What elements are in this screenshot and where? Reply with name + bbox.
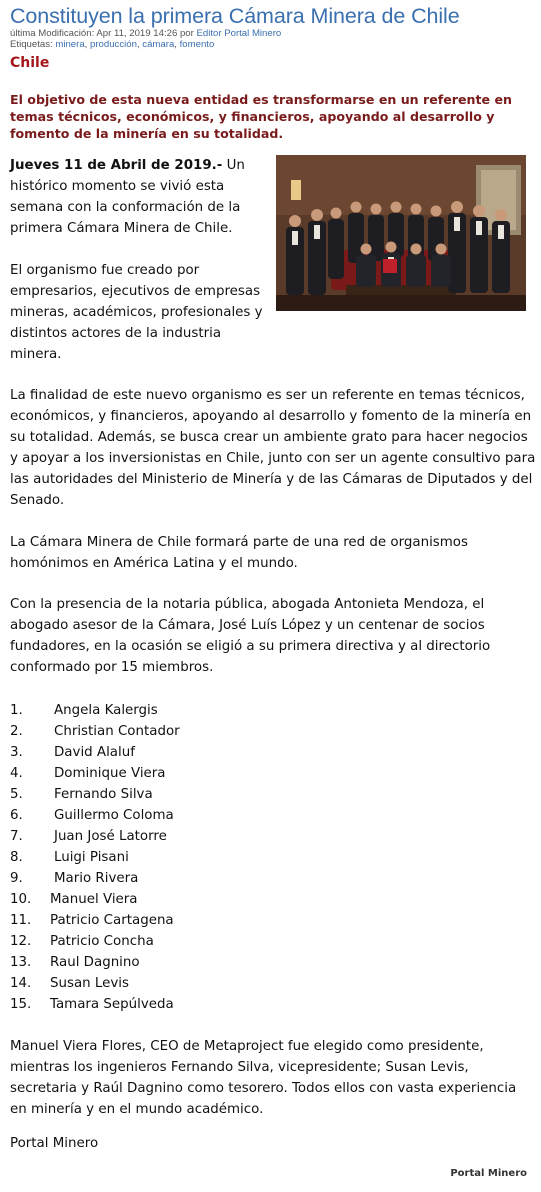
author-link[interactable]: Editor Portal Minero	[196, 28, 282, 39]
member-name: Juan José Latorre	[54, 829, 167, 844]
list-number: 3.	[10, 745, 23, 760]
list-item	[10, 952, 310, 973]
list-item	[10, 847, 310, 868]
list-item	[10, 931, 310, 952]
list-item	[10, 742, 310, 763]
list-number: 1.	[10, 703, 23, 718]
article-meta-tags: Etiquetas: minera, producción, cámara, fomento	[10, 39, 215, 50]
paragraph-directiva: Manuel Viera Flores, CEO de Metaproject fue elegido como presidente, mientras los ingenieros Fernando Silva, vicepresidente; Susan Levis, secretaria y Raúl Dagnino como tesorero. Todos ellos con vasta experiencia en minería y en el mundo académico.	[10, 1039, 517, 1117]
paragraph-red: La Cámara Minera de Chile formará parte de una red de organismos homónimos en América Latina y el mundo.	[10, 535, 468, 571]
list-number: 9.	[10, 871, 23, 886]
list-item	[10, 805, 310, 826]
list-number: 6.	[10, 808, 23, 823]
paragraph-finalidad: La finalidad de este nuevo organismo es ser un referente en temas técnicos, económicos, y financieros, apoyando al desarrollo y fomento de la minería en su totalidad. Además, se busca crear un ambiente grato para hacer negocios y apoyar a los inversionistas en Chile, junto con ser un agente consultivo para las autoridades del Ministerio de Minería y de las Cámaras de Diputados y del Senado.	[10, 388, 536, 508]
directorio-list	[10, 700, 310, 1015]
list-number: 12.	[10, 934, 32, 949]
list-item	[10, 826, 310, 847]
article-title[interactable]: Constituyen la primera Cámara Minera de Chile	[10, 4, 460, 28]
list-item	[10, 700, 310, 721]
list-item	[10, 973, 310, 994]
meta-modified-text: última Modificación: Apr 11, 2019 14:26 por	[10, 28, 197, 39]
list-number: 14.	[10, 976, 32, 991]
member-name: Patricio Cartagena	[50, 913, 174, 928]
tag-link-camara[interactable]: cámara	[142, 39, 175, 50]
list-item	[10, 910, 310, 931]
paragraph-organismo: El organismo fue creado por empresarios, ejecutivos de empresas mineras, académicos, profesionales y distintos actores de la industria minera.	[10, 263, 263, 362]
article-lead: El objetivo de esta nueva entidad es transformarse en un referente en temas técnicos, económicos, y financieros, apoyando al desarrollo y fomento de la minería en su totalidad.	[10, 92, 512, 141]
section-label: Chile	[10, 55, 50, 71]
member-name: Angela Kalergis	[54, 703, 158, 718]
member-name: Raul Dagnino	[50, 955, 140, 970]
list-number: 5.	[10, 787, 23, 802]
list-item	[10, 784, 310, 805]
footer-signature: Portal Minero	[450, 1168, 527, 1179]
list-number: 2.	[10, 724, 23, 739]
paragraph-intro	[10, 155, 272, 239]
member-name: Patricio Concha	[50, 934, 154, 949]
list-number: 13.	[10, 955, 32, 970]
list-item	[10, 889, 310, 910]
member-name: Manuel Viera	[50, 892, 138, 907]
member-name: Dominique Viera	[54, 766, 166, 781]
article-meta-modified	[10, 28, 530, 39]
tag-link-minera[interactable]: minera	[55, 39, 85, 50]
member-name: Guillermo Coloma	[54, 808, 174, 823]
tag-link-fomento[interactable]: fomento	[179, 39, 215, 50]
paragraph-notaria: Con la presencia de la notaria pública, abogada Antonieta Mendoza, el abogado asesor de la Cámara, José Luís López y un centenar de socios fundadores, en la ocasión se eligió a su primera directiva y al directorio conformado por 15 miembros.	[10, 597, 491, 675]
list-item	[10, 763, 310, 784]
intro-text: Un histórico momento se vivió esta semana con la conformación de la primera Cámara Minera de Chile.	[10, 158, 245, 236]
member-name: Mario Rivera	[54, 871, 139, 886]
member-name: Christian Contador	[54, 724, 180, 739]
date-lead: Jueves 11 de Abril de 2019.-	[10, 158, 223, 173]
list-item	[10, 868, 310, 889]
list-number: 7.	[10, 829, 23, 844]
member-name: Tamara Sepúlveda	[50, 997, 174, 1012]
group-photo-illustration	[276, 155, 526, 311]
list-number: 8.	[10, 850, 23, 865]
tag-link-produccion[interactable]: producción	[90, 39, 137, 50]
member-name: Luigi Pisani	[54, 850, 129, 865]
list-number: 15.	[10, 997, 32, 1012]
list-number: 11.	[10, 913, 32, 928]
member-name: Fernando Silva	[54, 787, 153, 802]
list-number: 10.	[10, 892, 32, 907]
meta-tags-label: Etiquetas:	[10, 39, 56, 50]
list-item	[10, 721, 310, 742]
group-photo	[276, 155, 526, 311]
member-name: Susan Levis	[50, 976, 129, 991]
paragraph-source: Portal Minero	[10, 1136, 99, 1151]
list-item	[10, 994, 310, 1015]
list-number: 4.	[10, 766, 23, 781]
member-name: David Alaluf	[54, 745, 135, 760]
